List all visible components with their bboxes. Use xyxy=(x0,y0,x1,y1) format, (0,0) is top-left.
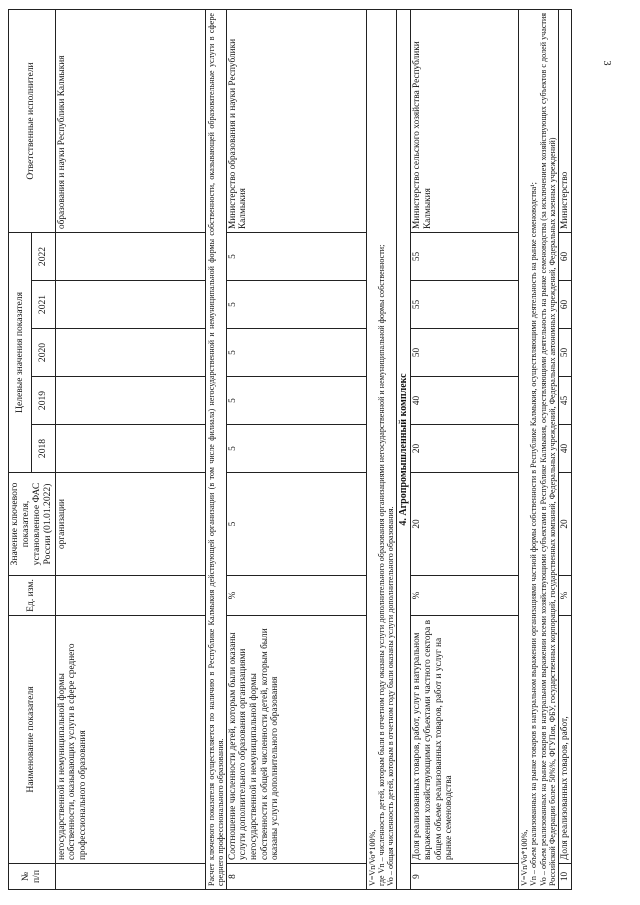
indicators-table xyxy=(8,9,572,890)
indicator-unit xyxy=(55,576,205,616)
formula-line: V=Vn/Vo*100%, xyxy=(520,829,530,886)
header-year: 2019 xyxy=(32,377,55,425)
formula-line: Vo – общая численность детей, которым в отчетном году были оказаны услуги дополнительного образования. xyxy=(385,506,395,886)
row-num: 8 xyxy=(226,864,366,890)
indicator-key-value: 5 xyxy=(226,473,366,576)
formula-line: V=Vn/Vo*100%, xyxy=(367,829,377,886)
header-key-value: Значение ключевого показателя, установленное ФАС России (01.01.2022) xyxy=(9,473,56,576)
indicator-name: Доля реализованных товаров, работ, услуг в натуральном выражении хозяйствующими субъектами частного сектора в общем объеме реализованных товаров, работ и услуг на рынке семеноводства xyxy=(411,616,519,864)
formula-row xyxy=(519,9,558,889)
target-value: 40 xyxy=(558,425,572,473)
row-num: 10 xyxy=(558,864,572,890)
target-value: 55 xyxy=(411,232,519,280)
header-target-group: Целевые значения показателя xyxy=(9,232,32,472)
target-value: 20 xyxy=(411,425,519,473)
indicator-name: негосударственной и немуниципальной формы собственности, оказывающих услуги в сфере среднего профессионального образования xyxy=(55,616,205,864)
header-year: 2020 xyxy=(32,329,55,377)
header-year: 2018 xyxy=(32,425,55,473)
formula-line: Vo – объем реализованных на рынке товаров в натуральном выражении всеми хозяйствующими субъектами в Республике Калмыкия, осуществляющими деятельность на рынке семеноводства (за исключением хозяйствующих субъектов с долей участия Российской Федерации более 50%%, ФГУПов, ФБУ, государственных корпораций, государственных компаний, Федеральных учреждений, Федеральных автономных учреждений, Федеральных казенных учреждений) xyxy=(538,12,557,886)
target-value: 45 xyxy=(558,377,572,425)
target-value: 5 xyxy=(226,425,366,473)
target-value: 55 xyxy=(411,281,519,329)
target-value: 50 xyxy=(411,329,519,377)
indicator-key-value: 20 xyxy=(411,473,519,576)
calculation-note: Расчет ключевого показателя осуществляется по наличию в Республике Калмыкия действующей организации (в том числе филиала) негосударственной и немуниципальной формы собственности, оказывающей образовательные услуги в сфере среднего профессионального образования. xyxy=(205,9,226,889)
target-value xyxy=(55,377,205,425)
target-value: 50 xyxy=(558,329,572,377)
formula-note xyxy=(366,9,396,889)
header-year: 2022 xyxy=(32,232,55,280)
formula-line: Vn – объем реализованных на рынке товаров в натуральном выражении организациями частной формы собственности в Республике Калмыкия, осуществляющими деятельность на рынке семеноводства¹; xyxy=(529,182,539,886)
target-value: 60 xyxy=(558,232,572,280)
target-value: 5 xyxy=(226,232,366,280)
responsible-executor: Министерство сельского хозяйства Республики Калмыкия xyxy=(411,9,519,232)
target-value: 5 xyxy=(226,377,366,425)
responsible-executor: Министерство xyxy=(558,9,572,232)
row-num: 9 xyxy=(411,864,519,890)
table-row-9 xyxy=(411,9,519,889)
responsible-executor: Министерство образования и науки Республики Калмыкия xyxy=(226,9,366,232)
target-value xyxy=(55,232,205,280)
note-row xyxy=(205,9,226,889)
table-row-10 xyxy=(558,9,572,889)
formula-row xyxy=(366,9,396,889)
indicator-unit: % xyxy=(411,576,519,616)
target-value xyxy=(55,281,205,329)
indicator-key-value: организации xyxy=(55,473,205,576)
formula-line: где Vn – численность детей, которым были в отчетном году оказаны услуги дополнительного образования организациями негосударственной и немуниципальной формы собственности; xyxy=(376,244,386,886)
target-value xyxy=(55,329,205,377)
target-value: 5 xyxy=(226,329,366,377)
table-row-8 xyxy=(226,9,366,889)
target-value xyxy=(55,425,205,473)
indicator-name: Доля реализованных товаров, работ, xyxy=(558,616,572,864)
header-unit: Ед. изм. xyxy=(9,576,56,616)
header-responsible: Ответственные исполнители xyxy=(9,9,56,232)
section-title: 4. Агропромышленный комплекс xyxy=(397,9,411,889)
row-num xyxy=(55,864,205,890)
section-row xyxy=(397,9,411,889)
indicator-name: Соотношение численности детей, которым были оказаны услуги дополнительного образования организациями негосударственной и немуниципальной формы собственности к общей численности детей, которым были оказаны услуги дополнительного образования xyxy=(226,616,366,864)
formula-note xyxy=(519,9,558,889)
target-value: 5 xyxy=(226,281,366,329)
header-num: № п/п xyxy=(9,864,56,890)
indicator-key-value: 20 xyxy=(558,473,572,576)
indicator-unit: % xyxy=(226,576,366,616)
header-name: Наименование показателя xyxy=(9,616,56,864)
responsible-executor: образования и науки Республики Калмыкия xyxy=(55,9,205,232)
rotated-page-content xyxy=(8,10,578,890)
header-year: 2021 xyxy=(32,281,55,329)
target-value: 60 xyxy=(558,281,572,329)
target-value: 40 xyxy=(411,377,519,425)
indicator-unit: % xyxy=(558,576,572,616)
header-row-1 xyxy=(9,9,32,889)
page-number: 3 xyxy=(601,60,612,66)
table-row-continuation xyxy=(55,9,205,889)
